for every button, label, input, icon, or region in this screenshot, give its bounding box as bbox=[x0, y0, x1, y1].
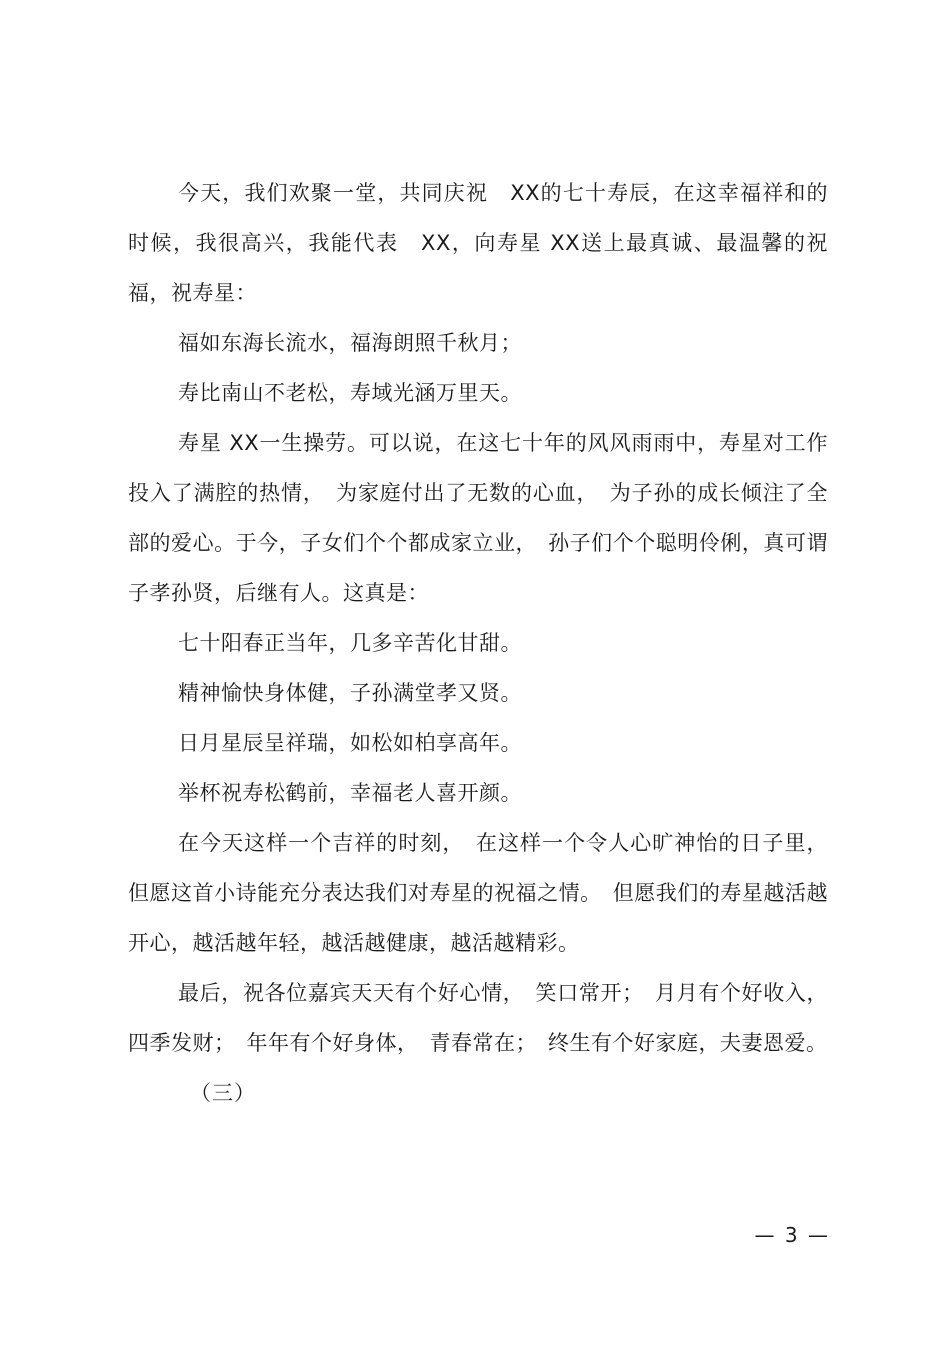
poem-line-4: 举杯祝寿松鹤前，幸福老人喜开颜。 bbox=[178, 781, 522, 805]
paragraph-closing: 最后，祝各位嘉宾天天有个好心情， 笑口常开； 月月有个好收入，四季发财； 年年有个好身体， 青春常在； 终生有个好家庭，夫妻恩爱。 bbox=[128, 981, 828, 1055]
document-body bbox=[128, 168, 828, 1118]
paragraph-greeting: 今天，我们欢聚一堂，共同庆祝 XX的七十寿辰，在这幸福祥和的时候，我很高兴，我能代表 XX，向寿星 XX送上最真诚、最温馨的祝福，祝寿星： bbox=[128, 181, 828, 305]
poem-line-3: 日月星辰呈祥瑞，如松如柏享高年。 bbox=[178, 731, 522, 755]
poem-line-1: 七十阳春正当年，几多辛苦化甘甜。 bbox=[178, 631, 522, 655]
section-heading: （三） bbox=[190, 1081, 256, 1105]
couplet-line-1: 福如东海长流水，福海朗照千秋月； bbox=[178, 331, 522, 355]
poem-line-2: 精神愉快身体健，子孙满堂孝又贤。 bbox=[178, 681, 522, 705]
couplet-line-2: 寿比南山不老松，寿域光涵万里天。 bbox=[178, 381, 522, 405]
paragraph-life: 寿星 XX一生操劳。可以说，在这七十年的风风雨雨中，寿星对工作投入了满腔的热情， 为家庭付出了无数的心血， 为子孙的成长倾注了全部的爱心。于今，子女们个个都成家立业， 孙子们个个聪明伶俐，真可谓子孝孙贤，后继有人。这真是： bbox=[128, 431, 828, 605]
page-number: — 3 — bbox=[754, 1223, 830, 1247]
paragraph-blessing: 在今天这样一个吉祥的时刻， 在这样一个令人心旷神怡的日子里，但愿这首小诗能充分表达我们对寿星的祝福之情。 但愿我们的寿星越活越开心，越活越年轻，越活越健康，越活越精彩。 bbox=[128, 831, 828, 955]
